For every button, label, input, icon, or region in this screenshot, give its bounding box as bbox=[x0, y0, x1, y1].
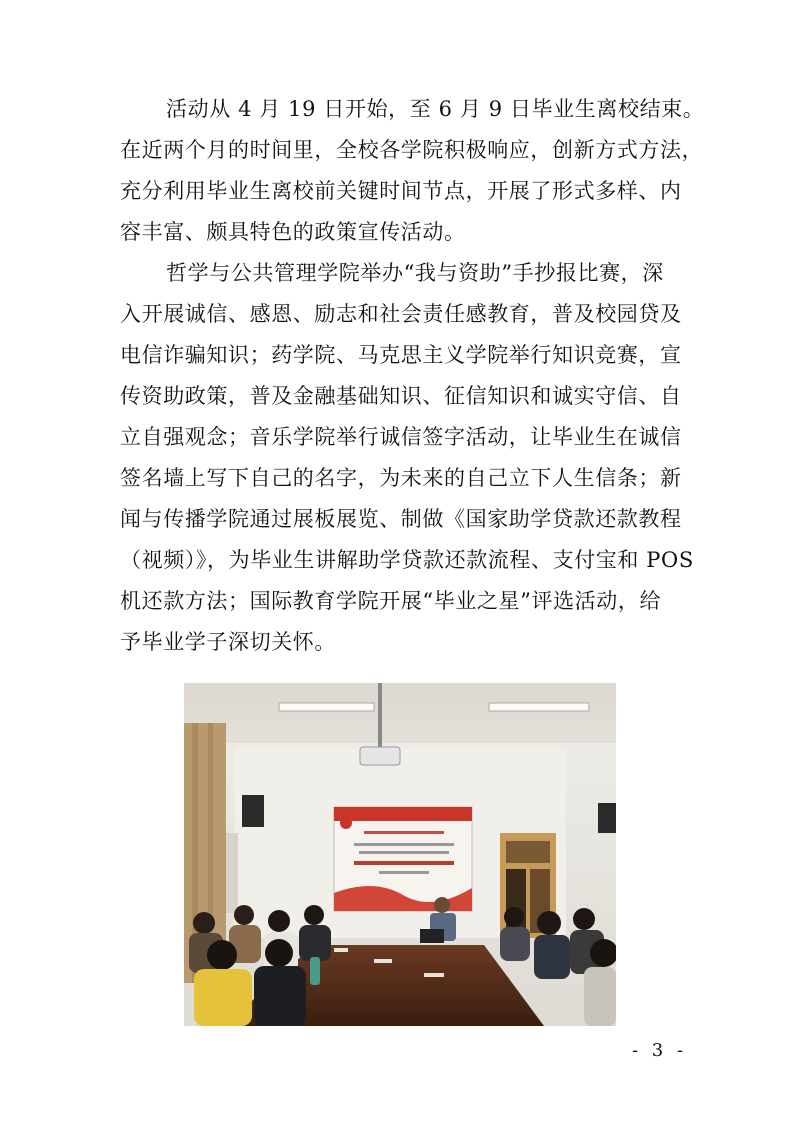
text-line: 容丰富、颇具特色的政策宣传活动。 bbox=[120, 220, 466, 244]
text-line: 入开展诚信、感恩、励志和社会责任感教育，普及校园贷及 bbox=[120, 302, 682, 326]
text-line: 充分利用毕业生离校前关键时间节点，开展了形式多样、内 bbox=[120, 179, 682, 203]
page-number: - 3 - bbox=[632, 1040, 688, 1061]
text-line: 机还款方法；国际教育学院开展“毕业之星”评选活动，给 bbox=[120, 589, 662, 613]
text-line: 活动从 4 月 19 日开始，至 6 月 9 日毕业生离校结束。 bbox=[166, 97, 705, 121]
text-line: 签名墙上写下自己的名字，为未来的自己立下人生信条；新 bbox=[120, 466, 682, 490]
paragraph-activity-overview bbox=[120, 89, 705, 253]
text-line: 电信诈骗知识；药学院、马克思主义学院举行知识竞赛，宣 bbox=[120, 343, 682, 367]
text-line: 在近两个月的时间里，全校各学院积极响应，创新方式方法， bbox=[120, 138, 704, 162]
paragraph-college-activities bbox=[120, 253, 694, 663]
text-line: （视频）》，为毕业生讲解助学贷款还款流程、支付宝和 POS bbox=[120, 548, 694, 572]
meeting-room-photo bbox=[184, 683, 616, 1026]
text-line: 立自强观念；音乐学院举行诚信签字活动，让毕业生在诚信 bbox=[120, 425, 682, 449]
text-line: 闻与传播学院通过展板展览、制做《国家助学贷款还款教程 bbox=[120, 507, 682, 531]
text-line: 传资助政策，普及金融基础知识、征信知识和诚实守信、自 bbox=[120, 384, 682, 408]
text-line: 哲学与公共管理学院举办“我与资助”手抄报比赛，深 bbox=[166, 261, 664, 285]
text-line: 予毕业学子深切关怀。 bbox=[120, 630, 336, 654]
